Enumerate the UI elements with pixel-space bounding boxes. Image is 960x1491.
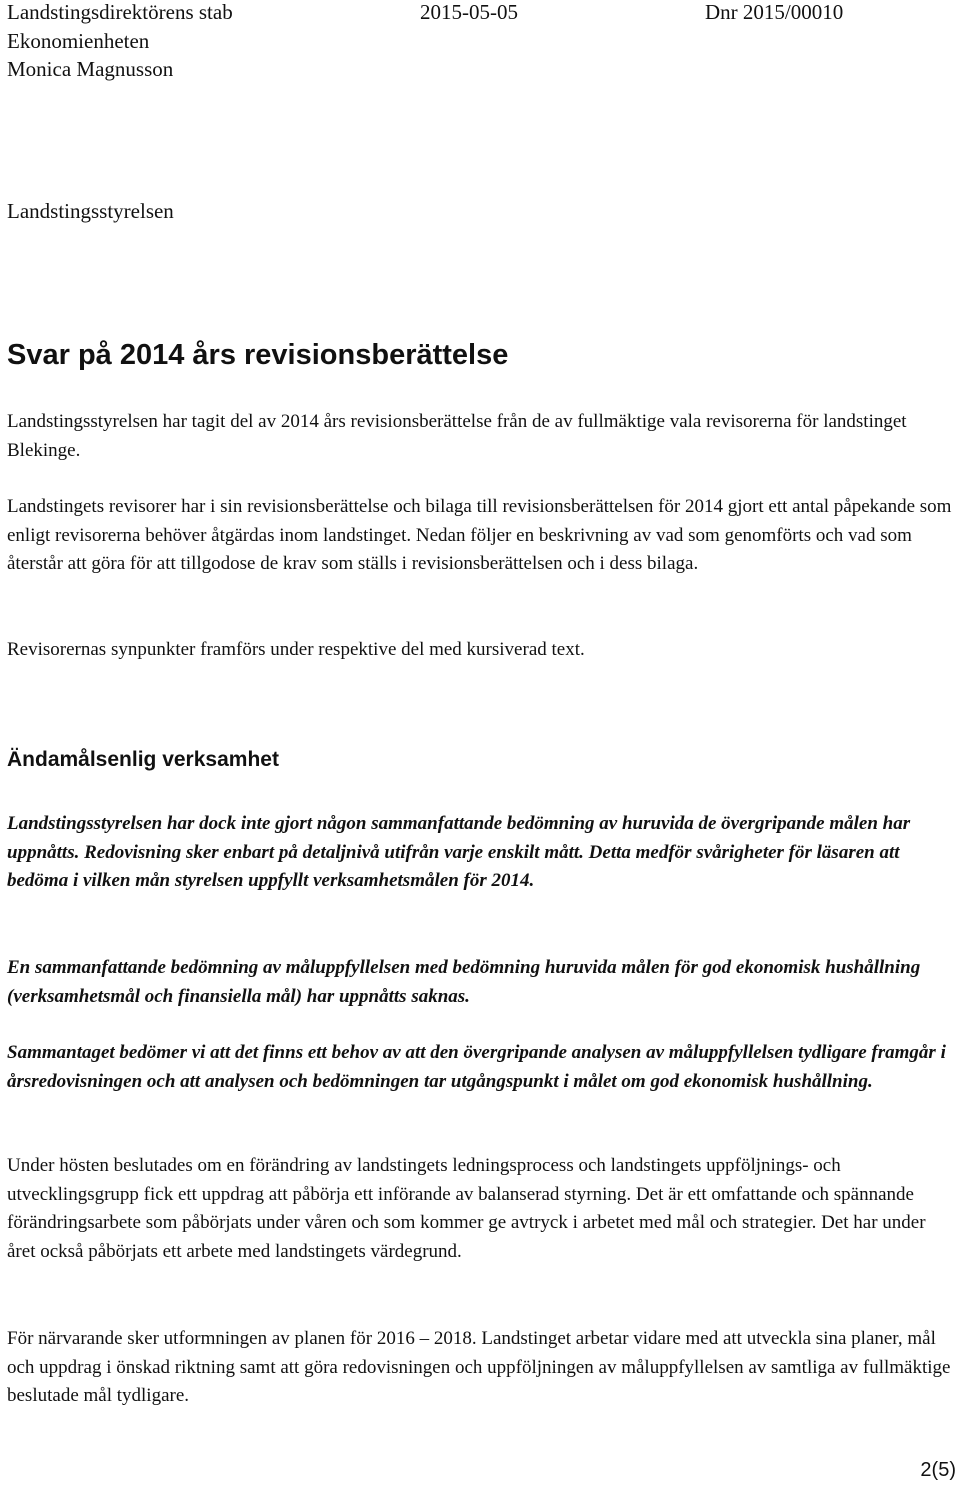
header-unit: Ekonomienheten (7, 29, 150, 53)
section-heading: Ändamålsenlig verksamhet (7, 748, 279, 771)
auditor-remark: Sammantaget bedömer vi att det finns ett behov av att den övergripande analysen av måluppfyllelsen tydligare framgår i årsredovisningen och att analysen och bedömningen tar utgångspunkt i målet om god ekonomisk hushållning. (7, 1042, 946, 1092)
auditor-remark: En sammanfattande bedömning av måluppfyllelsen med bedömning huruvida målen för god ekonomisk hushållning (verksamhetsmål och finansiella mål) har uppnåtts saknas. (7, 957, 921, 1007)
intro-paragraph: Revisorernas synpunkter framförs under respektive del med kursiverad text. (7, 639, 585, 660)
header-dnr: Dnr 2015/00010 (705, 0, 844, 24)
response-paragraph: För närvarande sker utformningen av planen för 2016 – 2018. Landstinget arbetar vidare med att utveckla sina planer, mål och uppdrag i önskad riktning samt att göra redovisningen och uppföljningen av måluppfyllelsen av samtliga av fullmäktige beslutade mål tydligare. (7, 1328, 951, 1407)
page-title: Svar på 2014 års revisionsberättelse (7, 339, 509, 371)
intro-paragraph: Landstingsstyrelsen har tagit del av 2014 års revisionsberättelse från de av fullmäktige vala revisorerna för landstinget Blekinge. (7, 411, 907, 461)
auditor-remark: Landstingsstyrelsen har dock inte gjort någon sammanfattande bedömning av huruvida de övergripande målen har uppnåtts. Redovisning sker enbart på detaljnivå utifrån varje enskilt mått. Detta medför svårigheter för läsaren att bedöma i vilken mån styrelsen uppfyllt verksamhetsmålen för 2014. (7, 813, 911, 892)
header-org: Landstingsdirektörens stab (7, 0, 233, 24)
page-number: 2(5) (920, 1459, 956, 1481)
recipient: Landstingsstyrelsen (7, 199, 174, 223)
header-date: 2015-05-05 (420, 0, 518, 24)
header-author: Monica Magnusson (7, 57, 174, 81)
intro-paragraph: Landstingets revisorer har i sin revisionsberättelse och bilaga till revisionsberättelsen för 2014 gjort ett antal påpekande som enligt revisorerna behöver åtgärdas inom landstinget. Nedan följer en beskrivning av vad som genomförts och vad som återstår att göra för att tillgodose de krav som ställs i revisionsberättelsen och i dess bilaga. (7, 496, 952, 575)
response-paragraph: Under hösten beslutades om en förändring av landstingets ledningsprocess och landstingets uppföljnings- och utvecklingsgrupp fick ett uppdrag att påbörja ett införande av balanserad styrning. Det är ett omfattande och spännande förändringsarbete som påbörjats under våren och som kommer ge avtryck i arbetet med mål och strategier. Det har under året också påbörjats ett arbete med landstingets värdegrund. (7, 1155, 926, 1262)
